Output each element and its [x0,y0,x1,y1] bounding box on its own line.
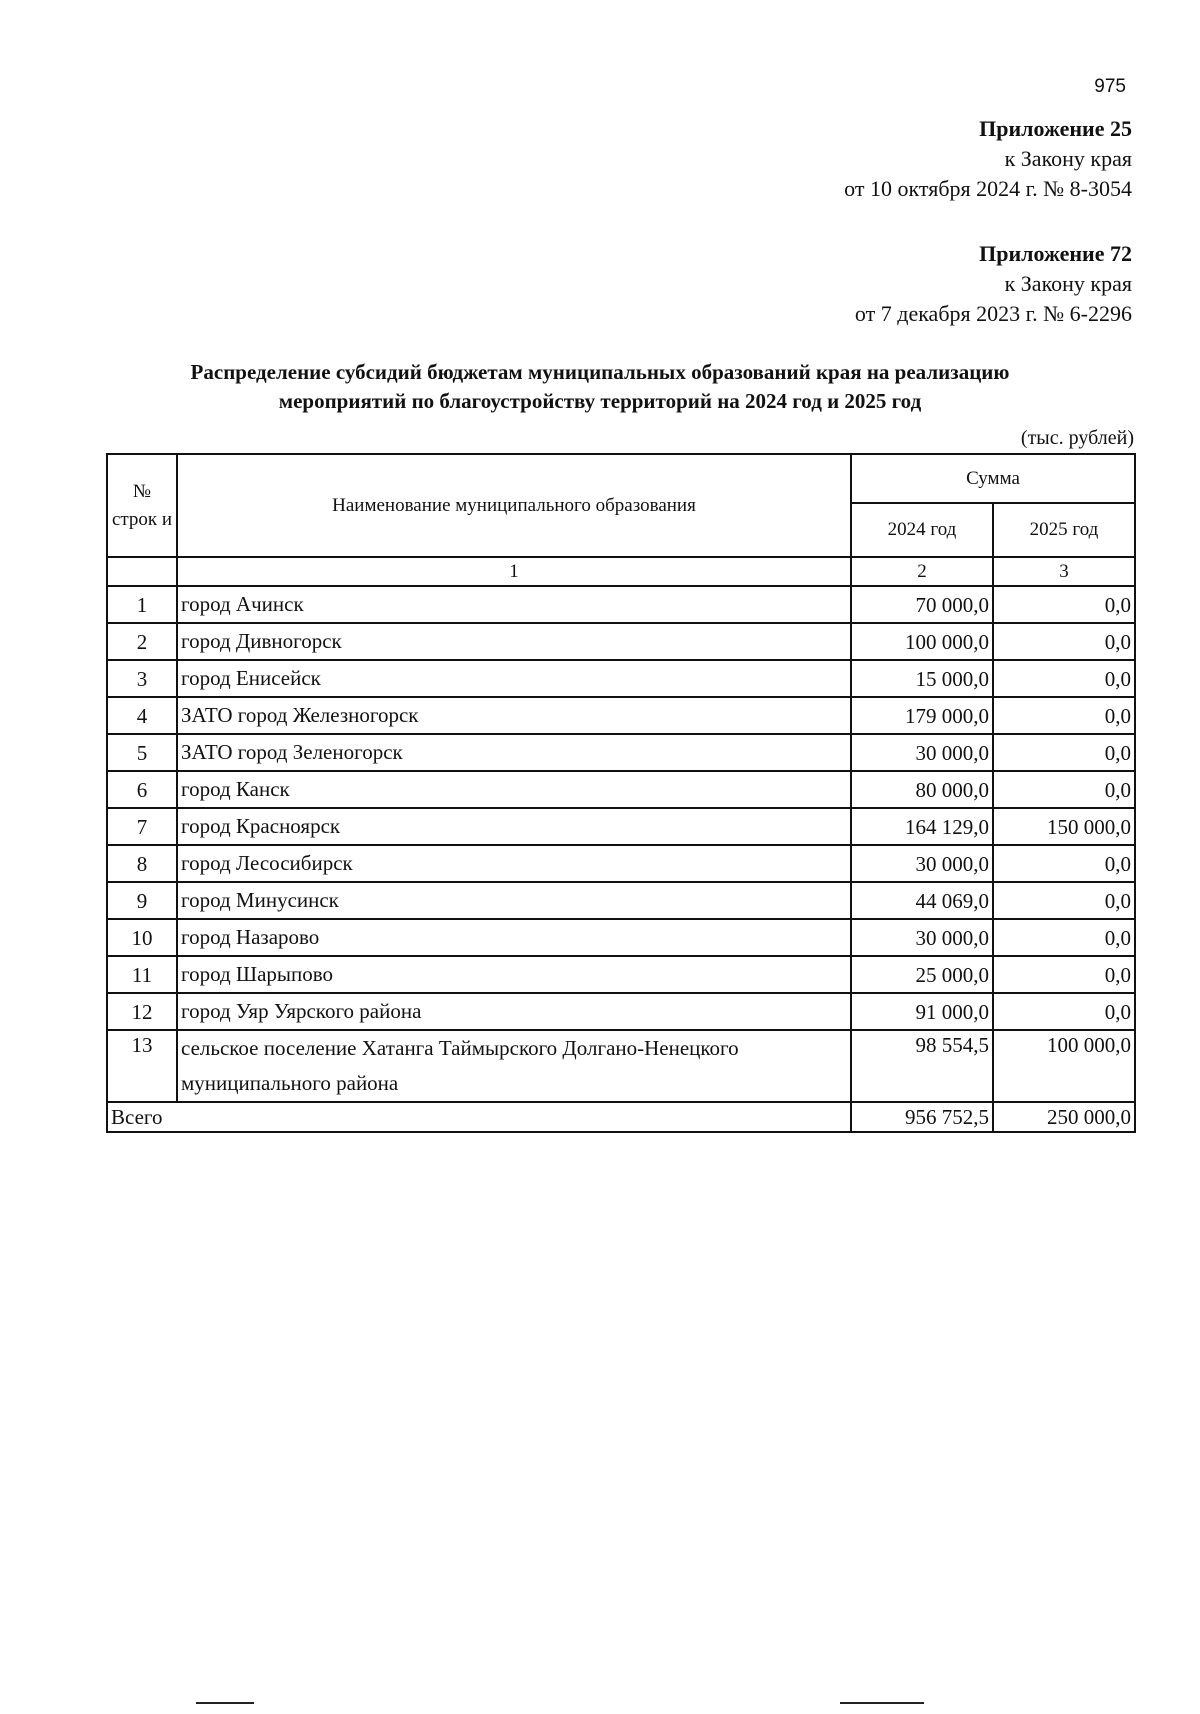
municipality-name-cell: ЗАТО город Зеленогорск [177,734,851,771]
column-index-cell [107,557,177,586]
document-title-line-2: мероприятий по благоустройству территорий на 2024 год и 2025 год [278,389,922,413]
table-row [107,697,1135,734]
amount-2024-cell: 25 000,0 [851,956,993,993]
appendix-law-date: от 10 октября 2024 г. № 8-3054 [844,176,1132,201]
row-number-cell: 11 [107,956,177,993]
appendix-title: Приложение 25 [979,116,1132,141]
amount-2025-cell: 0,0 [993,956,1135,993]
row-number-cell: 1 [107,586,177,623]
appendix-25-block [844,114,1132,204]
amount-2024-cell: 91 000,0 [851,993,993,1030]
municipality-name-cell: город Енисейск [177,660,851,697]
amount-2024-cell: 44 069,0 [851,882,993,919]
appendix-law-date: от 7 декабря 2023 г. № 6-2296 [854,301,1132,326]
amount-2024-cell: 98 554,5 [851,1030,993,1102]
header-sum: Сумма [851,454,1135,503]
column-index-cell: 2 [851,557,993,586]
amount-2024-cell: 70 000,0 [851,586,993,623]
table-row [107,660,1135,697]
amount-2025-cell: 0,0 [993,660,1135,697]
row-number-cell: 7 [107,808,177,845]
column-index-cell: 1 [177,557,851,586]
row-number-cell: 5 [107,734,177,771]
row-number-cell: 13 [107,1030,177,1102]
amount-2024-cell: 30 000,0 [851,919,993,956]
municipality-name-cell: город Ачинск [177,586,851,623]
table-row [107,956,1135,993]
amount-2025-cell: 150 000,0 [993,808,1135,845]
table-row [107,845,1135,882]
table-row [107,734,1135,771]
header-year-2024: 2024 год [851,503,993,557]
municipality-name-cell: город Красноярск [177,808,851,845]
amount-2025-cell: 0,0 [993,919,1135,956]
amount-2025-cell: 0,0 [993,882,1135,919]
municipality-name-cell: город Назарово [177,919,851,956]
amount-2025-cell: 0,0 [993,697,1135,734]
appendix-72-block [855,239,1132,329]
column-index-row [107,557,1135,586]
amount-2024-cell: 15 000,0 [851,660,993,697]
row-number-cell: 12 [107,993,177,1030]
amount-2025-cell: 0,0 [993,623,1135,660]
row-number-cell: 10 [107,919,177,956]
table-row [107,993,1135,1030]
table-row [107,919,1135,956]
header-year-2025: 2025 год [993,503,1135,557]
units-label: (тыс. рублей) [1020,427,1134,449]
amount-2024-cell: 164 129,0 [851,808,993,845]
page-mark [840,1702,924,1704]
page-mark [196,1702,254,1704]
amount-2024-cell: 80 000,0 [851,771,993,808]
header-municipality-name: Наименование муниципального образования [177,454,851,557]
row-number-cell: 9 [107,882,177,919]
row-number-cell: 6 [107,771,177,808]
municipality-name-cell: сельское поселение Хатанга Таймырского Долгано-Ненецкого муниципального района [177,1030,851,1102]
amount-2024-cell: 30 000,0 [851,734,993,771]
amount-2025-cell: 0,0 [993,845,1135,882]
amount-2025-cell: 100 000,0 [993,1030,1135,1102]
municipality-name-cell: ЗАТО город Железногорск [177,697,851,734]
table-row [107,1030,1135,1102]
municipality-name-cell: город Шарыпово [177,956,851,993]
table-row [107,771,1135,808]
total-2024: 956 752,5 [851,1102,993,1132]
amount-2024-cell: 100 000,0 [851,623,993,660]
appendix-law-ref: к Закону края [1004,271,1132,296]
row-number-cell: 2 [107,623,177,660]
page-number: 975 [1094,76,1126,97]
total-2025: 250 000,0 [993,1102,1135,1132]
amount-2025-cell: 0,0 [993,734,1135,771]
header-row-number: № строк и [107,454,177,557]
table-row [107,882,1135,919]
municipality-name-cell: город Минусинск [177,882,851,919]
table-row [107,586,1135,623]
column-index-cell: 3 [993,557,1135,586]
municipality-name-cell: город Уяр Уярского района [177,993,851,1030]
municipality-name-cell: город Лесосибирск [177,845,851,882]
table-row [107,808,1135,845]
total-label: Всего [107,1102,851,1132]
document-title [140,358,1060,416]
subsidy-table [106,453,1136,1133]
row-number-cell: 3 [107,660,177,697]
amount-2024-cell: 179 000,0 [851,697,993,734]
municipality-name-cell: город Дивногорск [177,623,851,660]
document-title-line-1: Распределение субсидий бюджетам муниципальных образований края на реализацию [190,360,1010,384]
municipality-name-cell: город Канск [177,771,851,808]
appendix-title: Приложение 72 [979,241,1132,266]
appendix-law-ref: к Закону края [1004,146,1132,171]
row-number-cell: 8 [107,845,177,882]
amount-2025-cell: 0,0 [993,586,1135,623]
total-row [107,1102,1135,1132]
row-number-cell: 4 [107,697,177,734]
amount-2025-cell: 0,0 [993,771,1135,808]
amount-2025-cell: 0,0 [993,993,1135,1030]
amount-2024-cell: 30 000,0 [851,845,993,882]
table-row [107,623,1135,660]
